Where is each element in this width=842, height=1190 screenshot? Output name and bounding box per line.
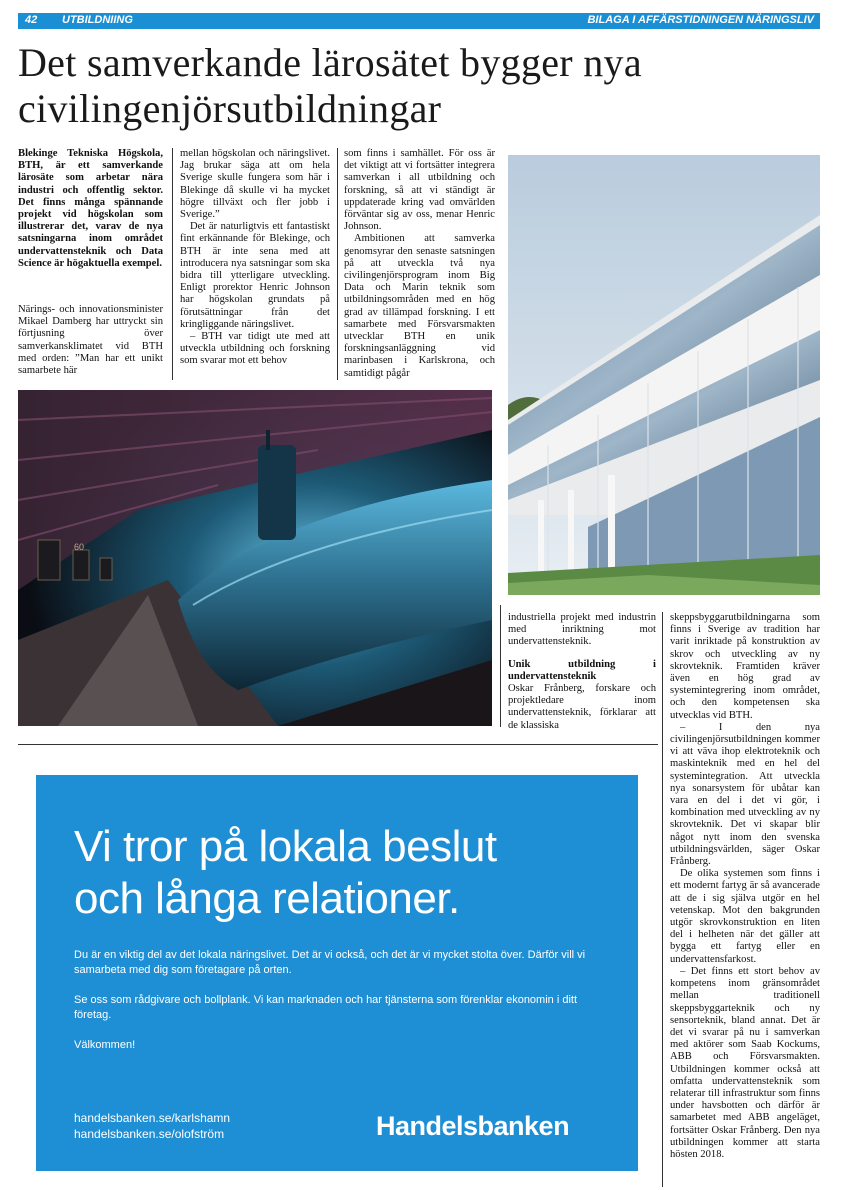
article-paragraph: Närings- och innovationsminister Mikael Damberg har uttryckt sin förtjusning över samverkansklimatet vid BTH med orden: ”Man har ett unikt samarbete här [18, 304, 163, 377]
section-label: UTBILDNIING [62, 14, 133, 26]
article-subheading: Unik utbildning i undervattensteknik [508, 658, 656, 682]
building-photo [508, 155, 820, 595]
supplement-label: BILAGA I AFFÄRSTIDNINGEN NÄRINGSLIV [587, 14, 814, 26]
article-headline [18, 40, 818, 132]
column-divider [500, 605, 501, 727]
ad-headline-line-1: Vi tror på lokala beslut [74, 822, 497, 871]
article-paragraph: – BTH var tidigt ute med att utveckla utbildning och forskning som svarar mot ett behov [180, 331, 330, 367]
column-divider [662, 612, 663, 1187]
article-paragraph: Det är naturligtvis ett fantastiskt fint erkännande för Blekinge, och BTH är inte sena med att introducera nya satsningar som ska bidra till ytterligare utveckling. Enligt prorektor Henric Johnson har högskolan grundats på förutsättningar från det kringliggande näringslivet. [180, 221, 330, 330]
article-paragraph: – Det finns ett stort behov av kompetens inom gränsområdet mellan traditionell skeppsbyggarteknik och ny sensorteknik, bland annat. Det är det vi svarar på nu i samverkan med aktörer som Saab Kockums, ABB och Försvarsmakten. Utbildningen kommer också att omfatta undervattensteknik som relaterar till infrastruktur som finns under havsbotten och därför är samarbetet med ABB angeläget, fortsätter Oskar Frånberg. Den nya utbildningen kommer att starta hösten 2018. [670, 965, 820, 1160]
article-paragraph: mellan högskolan och näringslivet. Jag brukar säga att om hela Sverige skulle fungera som här i Blekinge då skulle vi ha mycket högre tillväxt och fler jobb i Sverige.” [180, 148, 330, 221]
article-column-5 [670, 612, 820, 1161]
ad-link-olofstrom[interactable]: handelsbanken.se/olofström [74, 1127, 225, 1141]
article-column-1 [18, 148, 163, 377]
article-column-2 [180, 148, 330, 368]
ad-paragraph: Se oss som rådgivare och bollplank. Vi kan marknaden och har tjänsterna som förenklar ekonomin i ditt företag. [74, 994, 578, 1021]
article-paragraph: skeppsbyggarutbildningarna som finns i Sverige av tradition har varit inriktade på konstruktion av skrov och utveckling av ny skrovteknik. Framtiden kräver även en hög grad av systemintegrering inom området, och den kompetensen ska utvecklas vid BTH. [670, 612, 820, 721]
column-divider [172, 148, 173, 380]
ad-links [74, 1110, 230, 1142]
column-divider [337, 148, 338, 380]
headline-line-2: civilingenjörsutbildningar [18, 86, 442, 131]
ad-headline [74, 821, 497, 925]
submarine-illustration [18, 390, 492, 726]
article-column-4 [508, 612, 656, 732]
article-column-3 [344, 148, 495, 380]
ad-separator [18, 744, 658, 745]
submarine-museum-photo [18, 390, 492, 726]
page-number: 42 [25, 14, 38, 26]
article-paragraph: Ambitionen att samverka genomsyrar den senaste satsningen på att utveckla två nya civilingenjörsprogram inom Big Data och Marin teknik som utbildningsområden med en hög grad av tillämpad forskning. I ett samarbete med Försvarsmakten utvecklar BTH en unik forskningsanläggning vid marinbasen i Karlskrona, och samtidigt pågår [344, 233, 495, 379]
ad-paragraph: Välkommen! [74, 1039, 136, 1051]
ad-headline-line-2: och långa relationer. [74, 874, 460, 923]
ad-link-karlshamn[interactable]: handelsbanken.se/karlshamn [74, 1111, 231, 1125]
article-lead: Blekinge Tekniska Högskola, BTH, är ett samverkande lärosäte som arbetar nära industri och offentlig sektor. Det finns många spännande projekt vid högskolan som illustrerar det, varav de nya satsningarna inom området undervattensteknik och Data Science är högaktuella exempel. [18, 148, 163, 269]
handelsbanken-ad [36, 775, 638, 1171]
ad-paragraph: Du är en viktig del av det lokala näringslivet. Det är vi också, och det är vi mycket stolta över. Därför vill vi samarbeta med dig som företagare på orten. [74, 949, 586, 976]
article-paragraph: – I den nya civilingenjörsutbildningen kommer vi att väva ihop elektroteknik och maskinteknik med en hel del systemintegration. Att utveckla nya sonarsystem för ubåtar kan vara en del i det vi gör, i kombination med utveckling av ny skrovteknik. Det vi skapar blir något nytt inom den svenska utbildningsvärlden, säger Oskar Frånberg. [670, 721, 820, 868]
article-paragraph: som finns i samhället. För oss är det viktigt att vi fortsätter integrera samverkan i all utbildning och forskning, så att vi ständigt är uppdaterade kring vad omvärlden förväntar sig av oss, menar Henric Johnson. [344, 148, 495, 233]
plaque-number: 60 [74, 542, 85, 552]
handelsbanken-logo: Handelsbanken [376, 1111, 570, 1141]
article-paragraph: De olika systemen som finns i ett modernt fartyg är så avancerade att de i sig själva utgör en hel vetenskap. Mot den bakgrunden utgör skrovkonstruktion en liten del i helheten när det gäller att bygga ett fartyg eller en undervattensfarkost. [670, 868, 820, 965]
headline-line-1: Det samverkande lärosätet bygger nya [18, 40, 642, 85]
article-paragraph: industriella projekt med industrin med inriktning mot undervattensteknik. [508, 612, 656, 648]
article-paragraph: Oskar Frånberg, forskare och projektledare inom undervattensteknik, förklarar att de klassiska [508, 683, 656, 731]
page-header-bar [18, 13, 820, 29]
building-illustration [508, 155, 820, 595]
